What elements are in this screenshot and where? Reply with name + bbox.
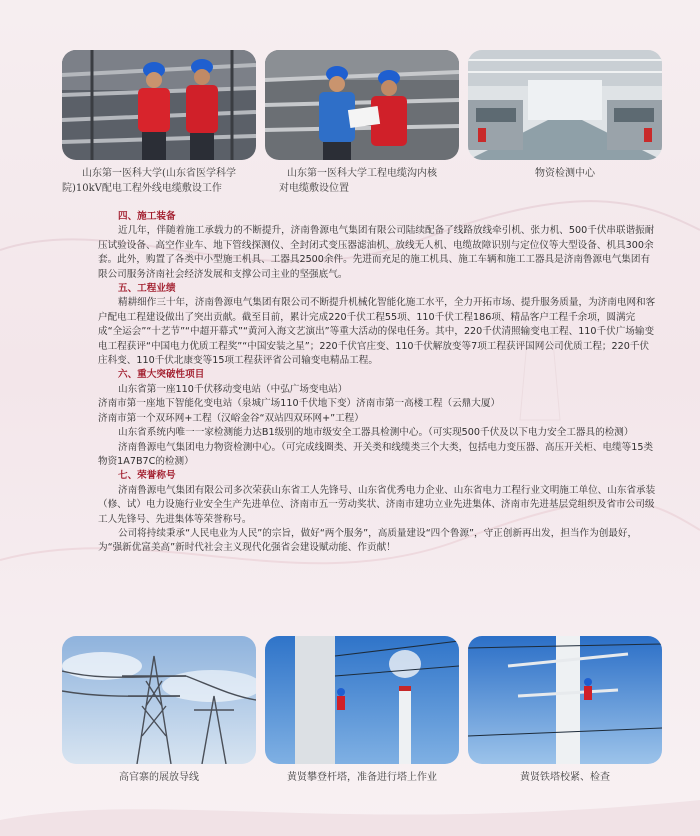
section-4-paragraph: 近几年，伴随着施工承载力的不断提升，济南鲁源电气集团有限公司陆续配备了线路放线牵引机、张力机、500千伏串联谐振耐压试验设备、高空作业车、地下管线探测仪、全封闭式变压器滤油机、放线无人机、电缆故障识别与定位仪等大型设备、机具300余套。此外，购置了各类中小型施工机具、工器具2500余件。先进而充足的施工机具、施工车辆和施工工器具是济南鲁源电气集团有限公司服务济南社会经济发展和支撑公司主业的坚强底气。 (98, 225, 655, 280)
photo-tower-bolt-check (468, 636, 662, 764)
section-5-paragraph: 精耕细作三十年，济南鲁源电气集团有限公司不断提升机械化智能化施工水平，全力开拓市场、提升服务质量，为济南电网和客户配电工程建设做出了突出贡献。截至目前，累计完成220千伏工程55项、110千伏工程186项、精品客户工程千余项，圆满完成“全运会”“十艺节”“中超开幕式”“黄河入海文艺演出”等重大活动的保电任务。其中，220千伏清照输变电工程、110千伏广场输变电工程获评“中国电力优质工程奖”“中国安装之星”；220千伏官庄变、110千伏解放变等7项工程获评国网公司优质工程；220千伏庄科变、110千伏北康变等15项工程获评省公司输变电精品工程。 (98, 297, 656, 367)
section-7-heading: 七、荣誉称号 (118, 470, 176, 482)
section-7-paragraph-1: 济南鲁源电气集团有限公司多次荣获山东省工人先锋号、山东省优秀电力企业、山东省电力工程行业文明施工单位、山东省承装（修、试）电力设施行业安全生产先进单位、济南市五一劳动奖状、济南市建功立业先进集体、济南市先进基层党组织及省市公司级工人先锋号、先进集体等荣誉称号。 (98, 484, 656, 525)
section-4-heading: 四、施工装备 (118, 211, 176, 222)
caption-bottom-3: 黄贤铁塔校紧、检查 (520, 772, 610, 783)
section-6-item-1: 山东省第一座110千伏移动变电站（中弘广场变电站） (118, 383, 348, 395)
photo-cable-laying-outdoor (62, 50, 256, 160)
section-5-heading: 五、工程业绩 (118, 283, 176, 295)
section-6-heading: 六、重大突破性项目 (118, 369, 205, 381)
photo-worker-climbing-tower (265, 636, 459, 764)
article-body (98, 210, 658, 556)
caption-photo-3-line1: 物资检测中心 (535, 168, 595, 179)
caption-bottom-2: 黄贤攀登杆塔，准备进行塔上作业 (287, 772, 437, 783)
photo-transmission-towers (62, 636, 256, 764)
section-6-item-2: 济南市第一座地下智能化变电站（泉城广场110千伏地下变）济南市第一高楼工程（云鼎大厦） (98, 398, 501, 410)
caption-bottom-1: 高官寨的展放导线 (119, 772, 199, 783)
caption-photo-1-line1: 山东第一医科大学(山东省医学科学 (82, 168, 236, 179)
caption-photo-2-line2: 对电缆敷设位置 (279, 183, 349, 194)
caption-photo-2-line1: 山东第一医科大学工程电缆沟内核 (287, 168, 437, 179)
caption-photo-1 (62, 166, 256, 196)
photo-materials-testing-center (468, 50, 662, 160)
section-6-item-5: 济南鲁源电气集团电力物资检测中心。（可完成线圈类、开关类和线缆类三个大类，包括电力变压器、高压开关柜、电缆等15类物资1A7B7C的检测） (98, 441, 654, 467)
caption-photo-3 (468, 166, 662, 181)
photo-cable-trench-check (265, 50, 459, 160)
section-7-paragraph-2: 公司将持续秉承“人民电业为人民”的宗旨，做好“两个服务”，高质量建设“四个鲁源”，守正创新再出发，担当作为创最好，为“强新优富美高”新时代社会主义现代化强省会建设赋动能、作贡献！ (98, 527, 638, 554)
caption-photo-1-line2: 院)10kV配电工程外线电缆敷设工作 (62, 183, 222, 194)
caption-photo-2 (265, 166, 459, 196)
section-6-item-3: 济南市第一个双环网+工程（汉峪金谷“双站四双环网+”工程） (98, 412, 364, 424)
section-6-item-4: 山东省系统内唯一一家检测能力达B1级别的地市级安全工器具检测中心。（可实现500千伏及以下电力安全工器具的检测） (118, 427, 634, 439)
